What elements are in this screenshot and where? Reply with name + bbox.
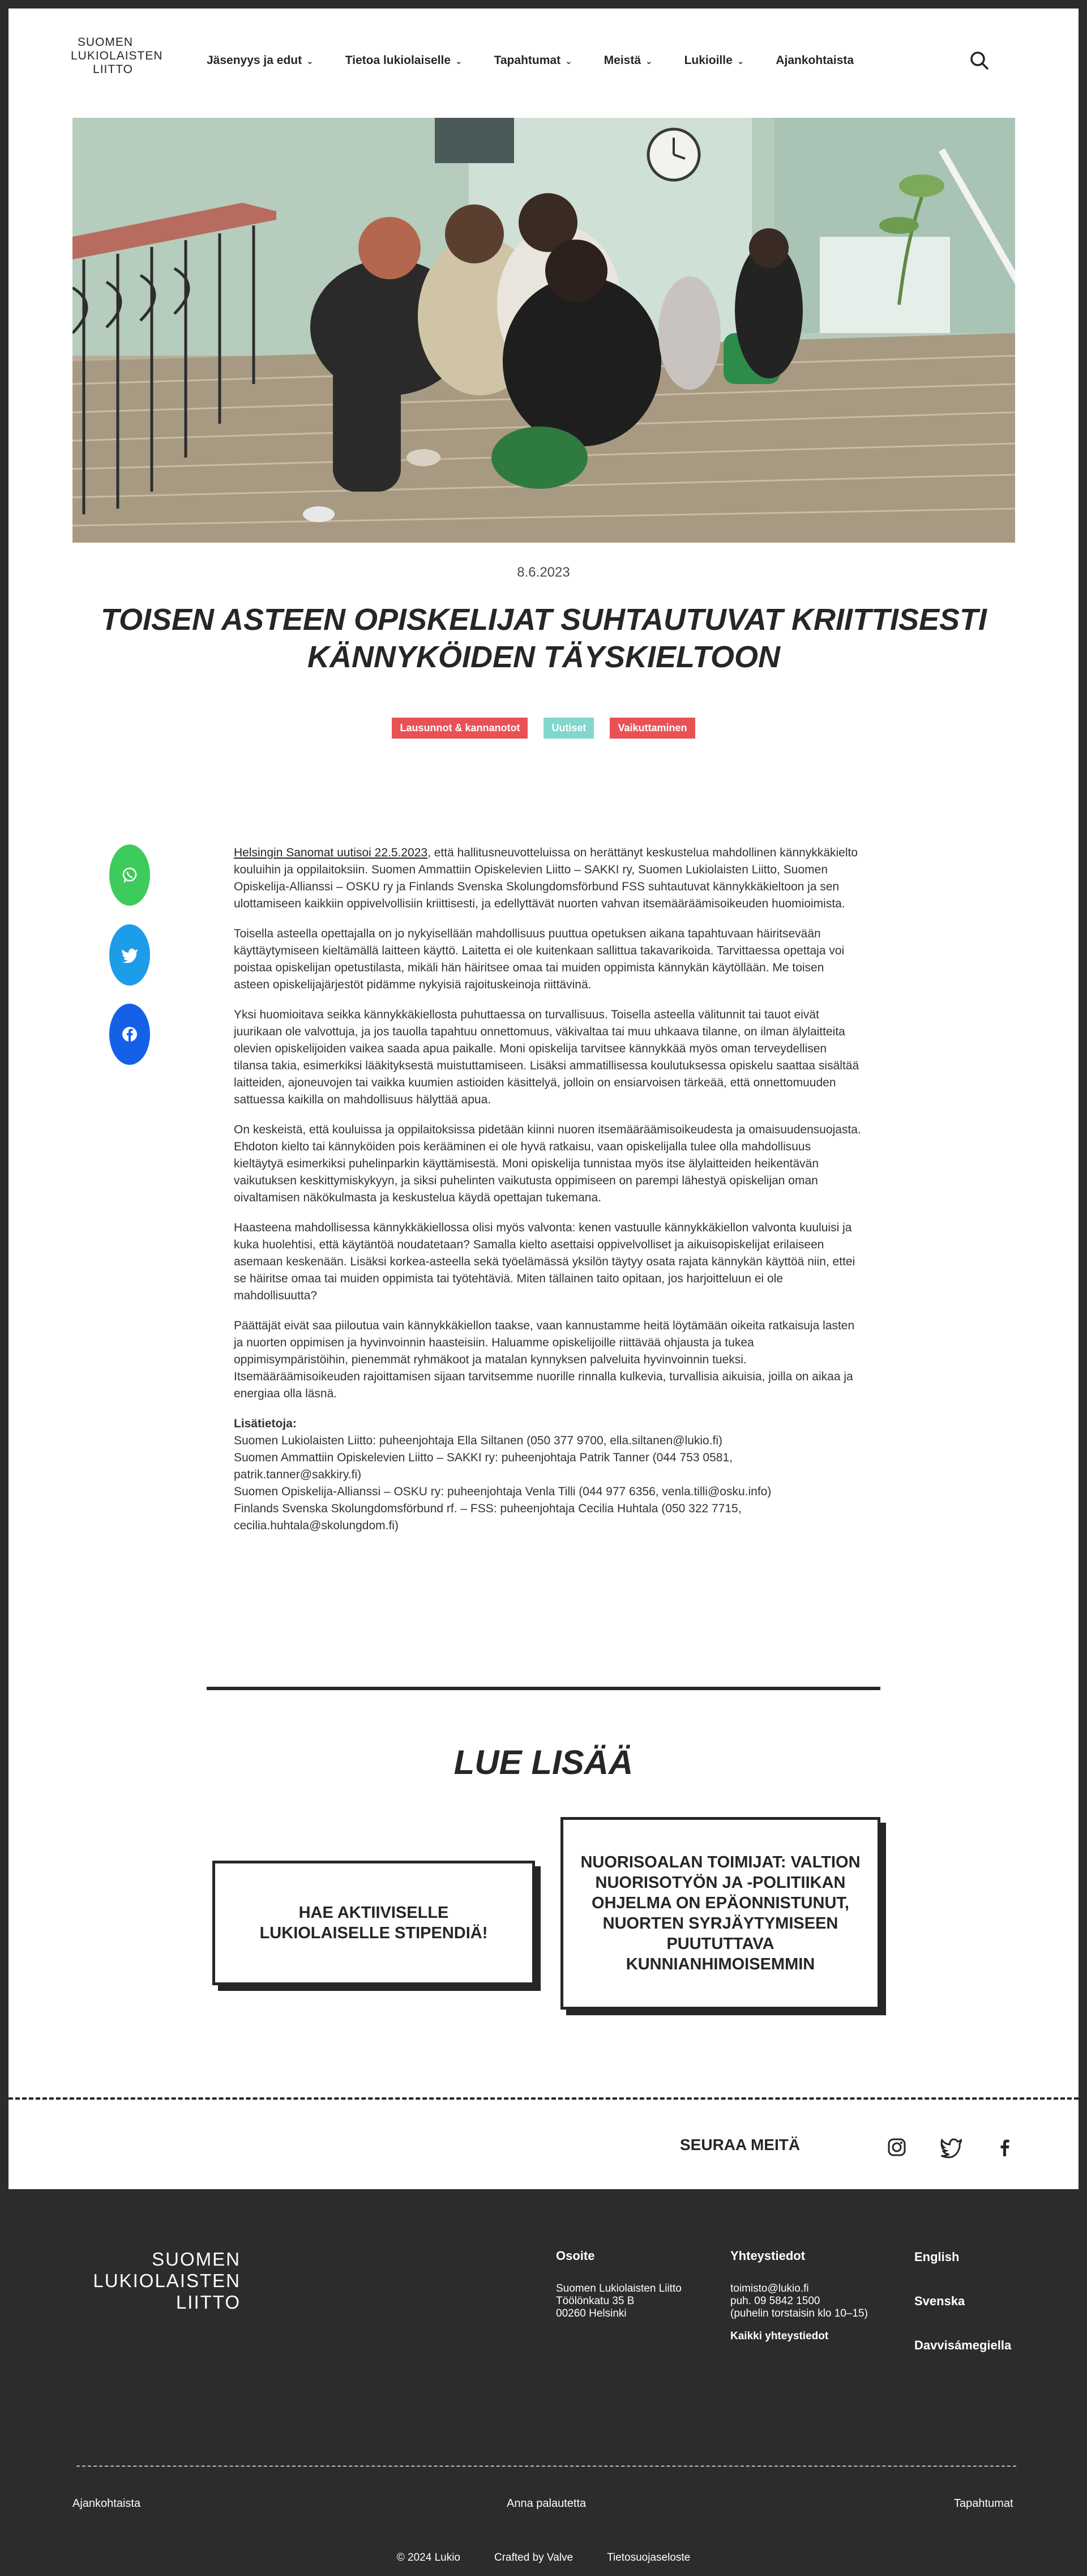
footer-address (556, 2250, 682, 2320)
nav-item-tietoa[interactable] (345, 54, 463, 67)
whatsapp-icon (121, 866, 139, 884)
logo-line-3: LIITTO (93, 63, 133, 76)
language-english[interactable]: English (914, 2250, 960, 2264)
contact-line: Suomen Ammattiin Opiskelevien Liitto – SAKKI ry: puheenjohtaja Patrik Tanner (044 753 0581, patrik.tanner@sakkiry.fi) (234, 1451, 733, 1481)
share-facebook-button[interactable] (109, 1004, 150, 1065)
card-title: NUORISOALAN TOIMIJAT: VALTION NUORISOTYÖN JA -POLITIIKAN OHJELMA ON EPÄONNISTUNUT, NUORTEN SYRJÄYTYMISEEN PUUTUTTAVA KUNNIANHIMOISEMMIN (580, 1853, 861, 1973)
share-whatsapp-button[interactable] (109, 845, 150, 906)
nav-label: Lukioille (684, 54, 733, 67)
article-lead (234, 845, 862, 912)
page (8, 8, 1079, 2189)
privacy-link[interactable]: Tietosuojaseloste (607, 2552, 691, 2564)
nav-item-tapahtumat[interactable] (494, 54, 572, 67)
chevron-down-icon: ⌄ (455, 57, 463, 66)
twitter-icon[interactable] (940, 2136, 962, 2159)
follow-label: SEURAA MEITÄ (680, 2136, 801, 2153)
logo-line-1: SUOMEN (77, 36, 133, 49)
nav-item-lukioille[interactable] (684, 54, 744, 67)
main-nav (207, 54, 885, 67)
nav-item-jasenyys[interactable] (207, 54, 314, 67)
nav-label: Ajankohtaista (776, 54, 854, 67)
nav-label: Meistä (604, 54, 641, 67)
contact-title: Yhteystiedot (730, 2249, 806, 2263)
contact-line: Finlands Svenska Skolungdomsförbund rf. – FSS: puheenjohtaja Cecilia Huhtala (050 322 7715, cecilia.huhtala@skolungdom.fi) (234, 1502, 742, 1532)
nav-label: Tapahtumat (494, 54, 561, 67)
search-icon[interactable] (968, 49, 991, 72)
source-link[interactable]: Helsingin Sanomat uutisoi 22.5.2023 (234, 846, 428, 859)
address-title: Osoite (556, 2249, 595, 2263)
contact-line: Suomen Lukiolaisten Liitto: puheenjohtaja Ella Siltanen (050 377 9700, ella.siltanen@lukio.fi) (234, 1434, 723, 1447)
read-more-card-stipendi[interactable] (212, 1861, 535, 1985)
card-title: HAE AKTIIVISELLE LUKIOLAISELLE STIPENDIÄ! (259, 1904, 488, 1942)
tag-vaikuttaminen[interactable]: Vaikuttaminen (610, 718, 695, 739)
contact-email[interactable]: toimisto@lukio.fi (730, 2283, 809, 2294)
logo-line-1: SUOMEN (152, 2249, 241, 2270)
read-more-card-nuorisoala[interactable] (560, 1817, 880, 2010)
article-paragraph: Toisella asteella opettajalla on jo nykyisellään mahdollisuus puuttua opetuksen aikana tapahtuvaan häiritsevään käyttäytymiseen kieltämällä laitteen käyttö. Laitetta ei ole kuitenkaan sallittua takavarikoida. Tarvittaessa opettaja voi poistaa opiskelijan opetustilasta, mikäli hän häiritsee omaa tai muiden oppimista kännykän käytöllään. Me toisen asteen opiskelijajärjestöt pidämme nykyisiä rajoituskeinoja riittävinä. (234, 927, 845, 991)
post-tags (8, 718, 1079, 739)
copyright: © 2024 Lukio (396, 2552, 460, 2564)
contact-hours: (puhelin torstaisin klo 10–15) (730, 2308, 868, 2319)
contact-phone: puh. 09 5842 1500 (730, 2295, 820, 2307)
tag-lausunnot[interactable]: Lausunnot & kannanotot (392, 718, 528, 739)
nav-label: Jäsenyys ja edut (207, 54, 302, 67)
article-paragraph: Haasteena mahdollisessa kännykkäkiellossa olisi myös valvonta: kenen vastuulle kännykkäkiellon valvonta kuuluisi ja kuka huolehtisi, että käytäntöä noudatetaan? Samalla kielto asettaisi oppivelvolliset ja aikuisopiskelijat erilaiseen asemaan keskenään. Lisäksi korkea-asteella sekä työelämässä yksilön täytyy osata rajata kännykän käyttöä niin, ettei se häiritse omaa tai muiden oppimista tai työtehtäviä. Miten tällainen taito opitaan, jos harjoitteluun ei ole mahdollisuutta? (234, 1221, 855, 1302)
post-date: 8.6.2023 (517, 565, 570, 580)
nav-item-ajankohtaista[interactable] (776, 54, 854, 67)
article-paragraph: Päättäjät eivät saa piiloutua vain kännykkäkiellon taakse, vaan kannustamme heitä löytämään oikeita ratkaisuja lasten ja nuorten oppimisen ja hyvinvoinnin haasteisiin. Haluamme opiskelijoille riittävää ohjausta ja tukea oppimisympäristöihin, pienemmät ryhmäkoot ja matalan kynnyksen palveluita hyvinvoinnin tueksi. Itsemääräämisoikeuden rajoittamisen sijaan tarvitsemme nuorille rinnalla kulkevia, turvallisia aikuisia, joilla on aikaa ja energiaa olla läsnä. (234, 1319, 855, 1400)
read-more-heading: LUE LISÄÄ (453, 1743, 634, 1781)
chevron-down-icon: ⌄ (565, 57, 572, 66)
article-paragraph: Yksi huomioitava seikka kännykkäkiellosta puhuttaessa on turvallisuus. Toisella asteella välitunnit tai tauot eivät juurikaan ole valvottuja, ja jos tauolla tapahtuu onnettomuus, väkivaltaa tai muu uhkaava tilanne, on ilman älylaitteita olevien opiskelijoiden vaikea saada apua paikalle. Moni opiskelija tarvitsee kännykkää myös oman terveydellisen tilansa takia, esimerkiksi lääkityksestä muistuttamiseen. Lisäksi ammatillisessa koulutuksessa opiskelu saattaa sisältää laitteiden, ajoneuvojen tai vaikka kuumien astioiden käsittelyä, jolloin on ensiarvoisen tärkeää, että onnettomuuden sattuessa kaikilla on mahdollisuus hälyttää apua. (234, 1008, 859, 1106)
logo-line-2: LUKIOLAISTEN (71, 49, 163, 62)
instagram-icon[interactable] (885, 2136, 908, 2159)
language-svenska[interactable]: Svenska (914, 2294, 965, 2308)
site-header (8, 8, 1079, 105)
chevron-down-icon: ⌄ (306, 57, 314, 66)
logo-line-2: LUKIOLAISTEN (93, 2270, 241, 2291)
post-title: TOISEN ASTEEN OPISKELIJAT SUHTAUTUVAT KRIITTISESTI KÄNNYKÖIDEN TÄYSKIELTOON (100, 603, 987, 674)
dashed-divider (8, 2097, 1079, 2100)
contact-line: Suomen Opiskelija-Allianssi – OSKU ry: puheenjohtaja Venla Tilli (044 977 6356, venla.tilli@osku.info) (234, 1485, 772, 1498)
all-contacts-link[interactable]: Kaikki yhteystiedot (730, 2330, 829, 2342)
language-davvisamegiella[interactable]: Davvisámegiella (914, 2338, 1012, 2352)
footer-link-palaute[interactable]: Anna palautetta (507, 2497, 587, 2510)
site-logo[interactable] (71, 36, 163, 76)
address-line: Suomen Lukiolaisten Liitto (556, 2283, 682, 2294)
crafted-by-link[interactable]: Crafted by Valve (494, 2552, 574, 2564)
footer-bottom-bar (0, 2552, 1087, 2564)
twitter-icon (121, 947, 139, 963)
section-divider (207, 1687, 880, 1690)
footer-divider (76, 2466, 1016, 2467)
facebook-icon[interactable] (994, 2136, 1016, 2159)
chevron-down-icon: ⌄ (737, 57, 744, 66)
footer-link-tapahtumat[interactable]: Tapahtumat (954, 2497, 1013, 2510)
article-paragraph: On keskeistä, että kouluissa ja oppilaitoksissa pidetään kiinni nuoren itsemääräämisoikeudesta ja omaisuudensuojasta. Ehdoton kielto tai kännyköiden pois kerääminen ei ole hyvä ratkaisu, vaan opiskelijalla tulee olla mahdollisuus kieltäytyä esimerkiksi puhelinparkin käyttämisestä. Moni opiskelija tunnistaa myös itse älylaitteiden heikentävän vaikutuksen keskittymiskykyyn, ja siksi puhelinten vaikutusta oppimiseen on parempi lähestyä opiskelijan oman oivaltamisen näkökulmasta ja keskustelua käydä opettajan tukemana. (234, 1123, 861, 1204)
contacts-block (234, 1415, 862, 1534)
lead-text: , että hallitusneuvotteluissa on herättänyt keskustelua mahdollinen kännykkäkielto kouluihin ja oppilaitoksiin. Suomen Ammattiin Opiskelevien Liitto – SAKKI ry, Suomen Lukiolaisten Liitto, Suomen Opiskelija-Allianssi – OSKU ry ja Finlands Svenska Skolungdomsförbund FSS suhtautuvat kännykkäkieltoon ja sen ulottamiseen kaikkiin oppivelvollisiin kriittisesti, ja edellyttävät nuorten vahvan itsemääräämisoikeuden huomioimista. (234, 846, 858, 910)
chevron-down-icon: ⌄ (645, 57, 653, 66)
footer-contact (730, 2250, 868, 2343)
share-twitter-button[interactable] (109, 924, 150, 986)
article-body (234, 845, 862, 1534)
facebook-icon (121, 1025, 139, 1043)
footer-link-ajankohtaista[interactable]: Ajankohtaista (72, 2497, 141, 2510)
contacts-title: Lisätietoja: (234, 1417, 297, 1430)
address-line: Töölönkatu 35 B (556, 2295, 635, 2307)
nav-label: Tietoa lukiolaiselle (345, 54, 451, 67)
footer-logo[interactable] (85, 2249, 241, 2313)
hero-image (72, 118, 1015, 543)
tag-uutiset[interactable]: Uutiset (544, 718, 594, 739)
logo-line-3: LIITTO (176, 2292, 241, 2313)
address-line: 00260 Helsinki (556, 2308, 627, 2319)
nav-item-meista[interactable] (604, 54, 653, 67)
